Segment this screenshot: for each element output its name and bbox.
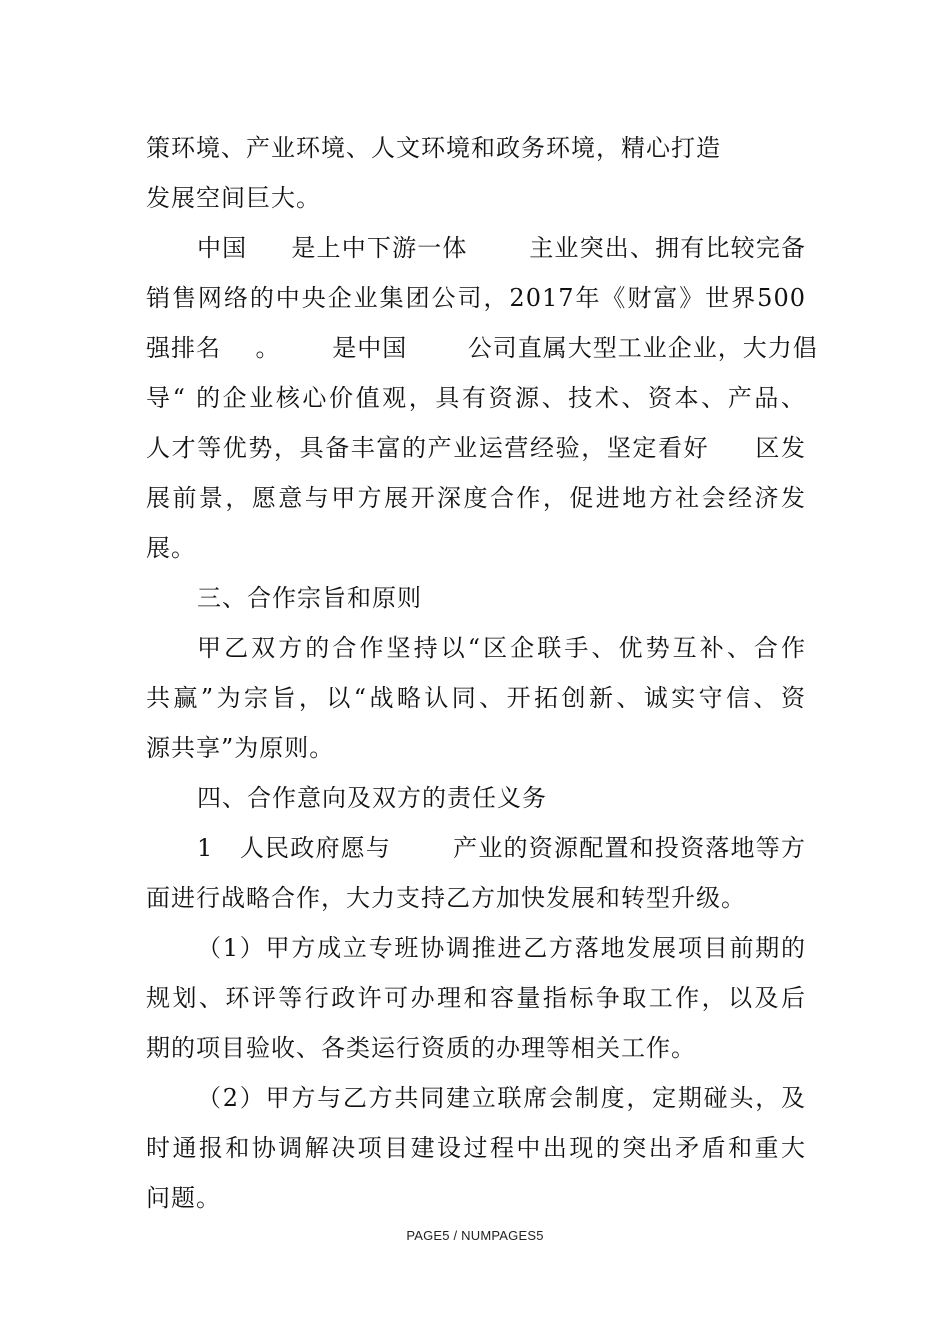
- body-text-line: 期的项目验收、各类运行资质的办理等相关工作。: [146, 1034, 696, 1062]
- body-text-line: （1）甲方成立专班协调推进乙方落地发展项目前期的: [197, 934, 806, 962]
- body-text-line: 时通报和协调解决项目建设过程中出现的突出矛盾和重大: [146, 1134, 806, 1162]
- body-text-line: 问题。: [146, 1184, 221, 1212]
- body-text-line: 发展空间巨大。: [146, 184, 321, 212]
- section-heading-4: 四、合作意向及双方的责任义务: [197, 784, 547, 812]
- body-text-line: 展。: [146, 534, 196, 562]
- body-text-line: 面进行战略合作，大力支持乙方加快发展和转型升级。: [146, 884, 746, 912]
- body-text-line: 源共享”为原则。: [146, 734, 335, 762]
- body-text-line: 规划、环评等行政许可办理和容量指标争取工作，以及后: [146, 984, 806, 1012]
- body-text-line: （2）甲方与乙方共同建立联席会制度，定期碰头，及: [197, 1084, 806, 1112]
- body-text-line: 策环境、产业环境、人文环境和政务环境，精心打造: [146, 134, 721, 162]
- body-text-line: 销售网络的中央企业集团公司，2017年《财富》世界500: [146, 284, 806, 312]
- body-text-line: 导“ 的企业核心价值观，具有资源、技术、资本、产品、: [146, 384, 806, 412]
- body-text-line: 展前景，愿意与甲方展开深度合作，促进地方社会经济发: [146, 484, 806, 512]
- page-number-footer: PAGE5 / NUMPAGES5: [406, 1228, 544, 1243]
- body-text-line: 强排名 。 是中国 公司直属大型工业企业，大力倡: [146, 334, 818, 362]
- section-heading-3: 三、合作宗旨和原则: [197, 584, 422, 612]
- body-text-line: 1 人民政府愿与 产业的资源配置和投资落地等方: [197, 834, 806, 862]
- body-text-line: 中国 是上中下游一体 主业突出、拥有比较完备: [197, 234, 806, 262]
- body-text-line: 共赢”为宗旨，以“战略认同、开拓创新、诚实守信、资: [146, 684, 806, 712]
- body-text-line: 甲乙双方的合作坚持以“区企联手、优势互补、合作: [197, 634, 806, 662]
- body-text-line: 人才等优势，具备丰富的产业运营经验，坚定看好 区发: [146, 434, 806, 462]
